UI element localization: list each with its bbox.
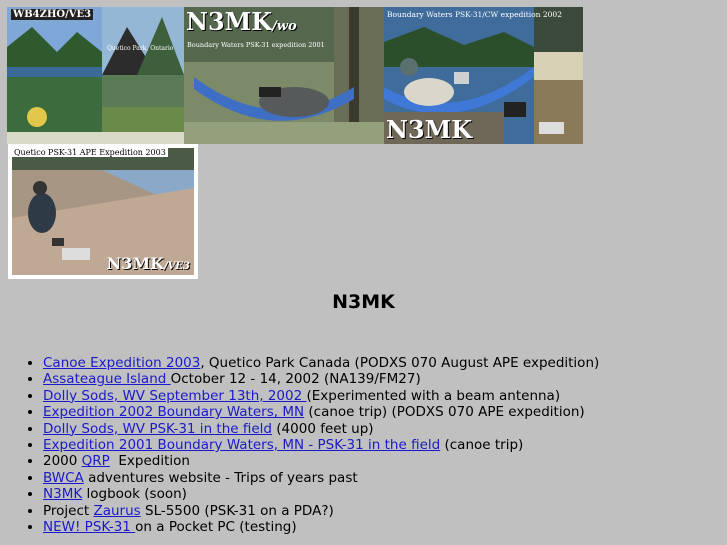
list-item [43, 519, 599, 535]
list-item [43, 470, 599, 486]
list-item-text: October 12 - 14, 2002 (NA139/FM27) [170, 371, 421, 388]
list-item-text: (Experimented with a beam antenna) [306, 387, 561, 404]
photo-hammock-2002-callsign: N3MK [386, 115, 473, 144]
link-n3mk-logbook[interactable]: N3MK [43, 486, 83, 503]
photo-hammock-2001-caption: Boundary Waters PSK-31 expedition 2001 [187, 41, 325, 49]
list-item [43, 404, 599, 420]
photo-wb4zho-quetico [7, 7, 184, 144]
list-item-text: (canoe trip) [440, 437, 524, 454]
photo-hammock-2001-callsign [186, 7, 297, 36]
callsign-text: N3MK [186, 7, 273, 36]
photo-quetico-2003-caption: Quetico PSK-31 APE Expedition 2003 [14, 148, 166, 157]
callsign-text: N3MK [106, 254, 164, 273]
photo-hammock-2002 [384, 7, 583, 144]
list-item [43, 503, 599, 519]
list-item-text: on a Pocket PC (testing) [135, 519, 297, 536]
list-item-text: (4000 feet up) [272, 420, 374, 437]
list-item-prefix: Project [43, 502, 94, 519]
photo-quetico-2003 [8, 144, 198, 279]
list-item-text: Expedition [109, 453, 190, 470]
photo-quetico-2003-callsign [107, 254, 190, 273]
photo-quetico-2003-frame [12, 148, 194, 275]
list-item [43, 388, 599, 404]
list-item [43, 486, 599, 502]
link-qrp[interactable]: QRP [81, 453, 110, 470]
list-item-text: adventures website - Trips of years past [83, 469, 358, 486]
list-item [43, 421, 599, 437]
list-item [43, 437, 599, 453]
link-bwca[interactable]: BWCA [43, 469, 84, 486]
list-item [43, 355, 599, 371]
expedition-list [0, 355, 599, 535]
list-item-prefix: 2000 [43, 453, 82, 470]
photo-hammock-2002-caption: Boundary Waters PSK-31/CW expedition 2002 [387, 10, 562, 19]
list-item-text: , Quetico Park Canada (PODXS 070 August APE expedition) [200, 355, 600, 371]
list-item [43, 371, 599, 387]
link-expedition-2002[interactable]: Expedition 2002 Boundary Waters, MN [43, 404, 305, 421]
photo-hammock-2001 [184, 7, 384, 144]
photo-wb4zho-caption: WB4ZHO/VE3 [13, 9, 92, 20]
callsign-suffix: /wo [272, 19, 297, 34]
photo-wb4zho-credit: Quetico Park, Ontario [107, 45, 174, 52]
link-canoe-expedition-2003[interactable]: Canoe Expedition 2003 [43, 355, 201, 371]
callsign-suffix: /VE3 [164, 261, 190, 272]
list-item-text: (canoe trip) (PODXS 070 APE expedition) [304, 404, 585, 421]
page-title: N3MK [332, 291, 395, 313]
list-item-text: SL-5500 (PSK-31 on a PDA?) [140, 502, 334, 519]
link-assateague-island[interactable]: Assateague Island [43, 371, 171, 388]
link-psk31-pocket-pc[interactable]: NEW! PSK-31 [43, 519, 136, 536]
link-dolly-sods-psk31[interactable]: Dolly Sods, WV PSK-31 in the field [43, 420, 272, 437]
list-item [43, 453, 599, 469]
list-item-text: logbook (soon) [82, 486, 187, 503]
link-dolly-sods-2002[interactable]: Dolly Sods, WV September 13th, 2002 [43, 387, 307, 404]
link-expedition-2001[interactable]: Expedition 2001 Boundary Waters, MN - PSK-31 in the field [43, 437, 441, 454]
photo-wb4zho-image [7, 7, 184, 144]
link-zaurus[interactable]: Zaurus [93, 502, 141, 519]
